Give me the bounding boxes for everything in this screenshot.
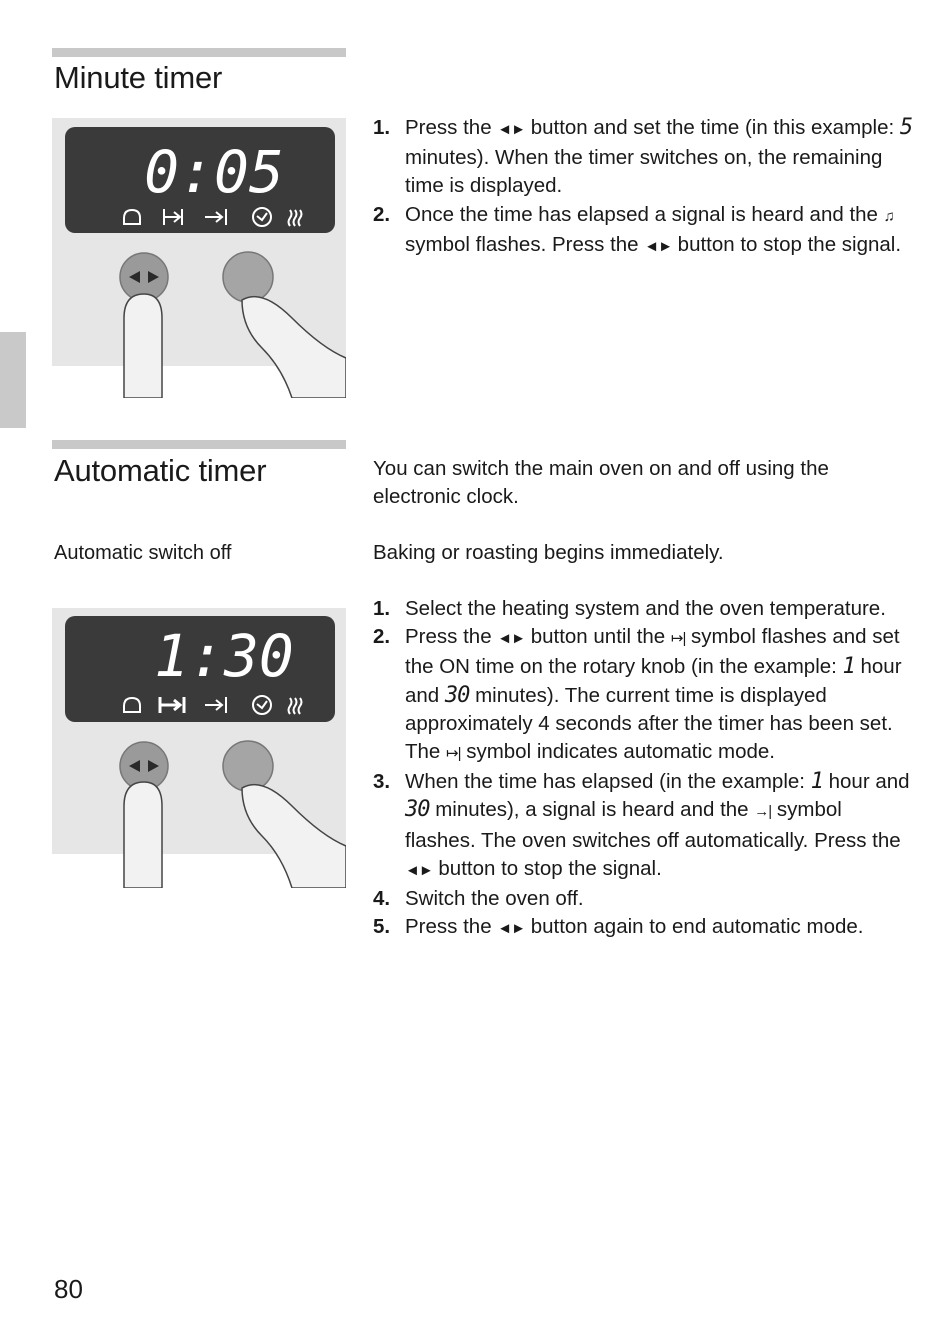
automatic-timer-steps	[373, 595, 913, 943]
automatic-timer-heading: Automatic timer	[54, 453, 267, 488]
finger-left	[124, 294, 162, 398]
minute-timer-steps	[373, 114, 913, 261]
rotary-knob	[223, 741, 273, 791]
start-time-icon: ↦|	[670, 630, 686, 648]
end-time-icon: →|	[754, 803, 772, 821]
button-symbol-icon: ◄►	[497, 630, 525, 648]
side-tab	[0, 332, 26, 428]
section-rule	[52, 440, 346, 449]
step-item: 5. Press the ◄► button again to end automatic mode.	[373, 913, 913, 943]
page-number: 80	[54, 1274, 83, 1304]
automatic-switch-off-intro: Baking or roasting begins immediately.	[373, 541, 724, 564]
finger-left	[124, 782, 162, 888]
step-item: 2. Press the ◄► button until the ↦| symbol flashes and set the ON time on the rotary knob (in the example: 1 hour and 30 minutes). The current time is displayed approximately 4 seconds after the timer has been set. The ↦| symbol indicates automatic mode.	[373, 623, 913, 768]
step-item: 4. Switch the oven off.	[373, 887, 584, 911]
automatic-switch-off-heading: Automatic switch off	[54, 542, 232, 564]
control-panel-svg	[52, 118, 346, 398]
button-symbol-icon: ◄►	[497, 920, 525, 938]
automatic-timer-illustration	[52, 608, 346, 893]
section-rule	[52, 48, 346, 57]
display-time: 0:05	[144, 138, 284, 206]
start-time-icon: ↦|	[446, 745, 461, 763]
minute-timer-heading: Minute timer	[54, 60, 223, 95]
minute-timer-illustration	[52, 118, 346, 403]
button-symbol-icon: ◄►	[644, 237, 672, 255]
automatic-timer-intro: You can switch the main oven on and off using the electronic clock.	[373, 457, 829, 509]
step-item: 1. Press the ◄► button and set the time (in this example: 5 minutes). When the timer switches on, the remaining time is displayed.	[373, 115, 913, 198]
rotary-knob	[223, 252, 273, 302]
bell-icon: ♫	[883, 207, 894, 225]
step-item: 3. When the time has elapsed (in the example: 1 hour and 30 minutes), a signal is heard and the →| symbol flashes. The oven switches off automatically. Press the ◄► button to stop the signal.	[373, 768, 913, 885]
button-symbol-icon: ◄►	[405, 861, 433, 879]
step-item: 2. Once the time has elapsed a signal is heard and the ♫ symbol flashes. Press the ◄► button to stop the signal.	[373, 201, 913, 261]
button-symbol-icon: ◄►	[497, 121, 525, 138]
step-item: 1. Select the heating system and the oven temperature.	[373, 597, 886, 620]
control-panel-svg	[52, 608, 346, 888]
display-time: 1:30	[154, 622, 294, 690]
